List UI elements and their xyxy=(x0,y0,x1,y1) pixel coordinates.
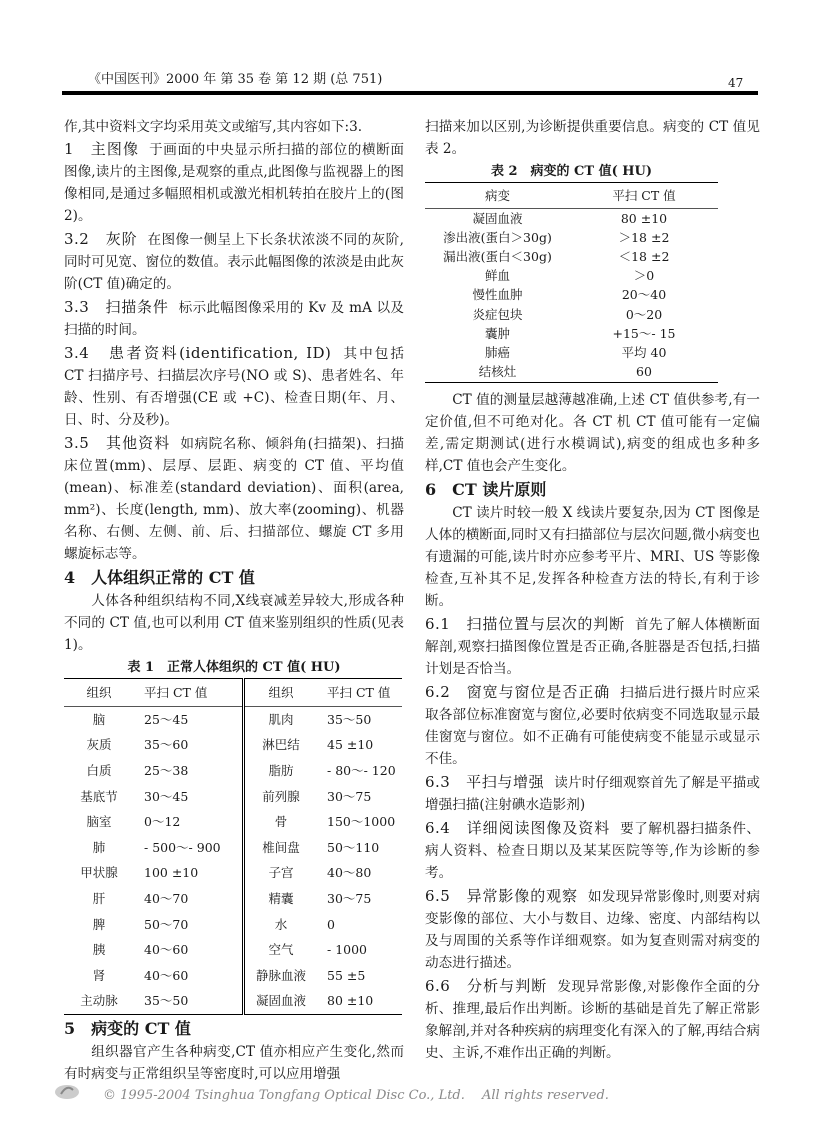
table-row xyxy=(425,247,718,266)
tissue-cell: 基底节 xyxy=(80,788,118,804)
table-row xyxy=(64,758,402,784)
ct-value-cell: - 1000 xyxy=(327,942,368,958)
page-number: 47 xyxy=(728,76,744,90)
col-header: 病变 xyxy=(425,183,570,209)
section-number: 3.3 xyxy=(64,298,90,316)
ct-value-cell: - 80～- 120 xyxy=(327,762,396,778)
paragraph-4: 人体各种组织结构不同,X线衰减差异较大,形成各种不同的 CT 值,也可以利用 CT 值来鉴别组织的性质(见表 1)。 xyxy=(64,593,404,653)
tissue-cell: 骨 xyxy=(244,809,318,835)
section-number: 6.5 xyxy=(425,886,451,905)
section-name: 患者资料(identification, ID) xyxy=(108,344,332,362)
ct-value-cell: 30～45 xyxy=(144,788,189,804)
ct-value-cell: ＞0 xyxy=(633,268,655,284)
tissue-cell: 椎间盘 xyxy=(244,835,318,861)
ct-value-cell: 50～70 xyxy=(144,916,189,932)
section-name: 平扫与增强 xyxy=(466,772,545,791)
table-row xyxy=(64,835,402,861)
ct-value-cell: 50～110 xyxy=(327,839,380,855)
section-3-2 xyxy=(64,228,404,295)
tissue-cell: 脂肪 xyxy=(244,758,318,784)
section-number: 6.6 xyxy=(425,976,451,995)
paragraph-5: 组织器官产生各种病变,CT 值亦相应产生变化,然而有时病变与正常组织呈等密度时,可以应用增强 xyxy=(64,1044,404,1083)
table-row xyxy=(64,989,402,1015)
ct-value-cell: 30～75 xyxy=(327,890,372,906)
right-column xyxy=(425,116,760,1065)
tissue-cell: 灰质 xyxy=(86,737,112,753)
section-body: 如病院名称、倾斜角(扫描架)、扫描床位置(mm)、层厚、层距、病变的 CT 值、平均值(mean)、标准差(standard deviation)、面积(area, mm²)、长度(length, mm)、放大率(zooming)、机器名称、右侧、左侧、前、后、扫描部位、螺旋 CT 多用螺旋标志等。 xyxy=(64,436,404,562)
lesion-cell: 渗出液(蛋白＞30g) xyxy=(443,229,552,245)
paragraph-ct-accuracy: CT 值的测量层越薄越准确,上述 CT 值供参考,有一定价值,但不可绝对化。各 CT 机 CT 值可能有一定偏差,需定期测试(进行水模调试),病变的组成也多种多样,CT 值也会产生变化。 xyxy=(425,391,760,474)
section-title xyxy=(64,140,139,158)
section-number: 1 xyxy=(64,140,75,158)
lesion-cell: 鲜血 xyxy=(484,268,510,284)
ct-value-cell: - 500～- 900 xyxy=(144,839,221,855)
table-row xyxy=(64,809,402,835)
ct-value-cell: 45 ±10 xyxy=(327,737,374,753)
section-number: 6.3 xyxy=(425,772,451,791)
tissue-cell: 脾 xyxy=(92,916,106,932)
ct-value-cell: 60 xyxy=(636,364,652,380)
paragraph-3-1 xyxy=(64,116,404,227)
section-body: 发现异常影像,对影像作全面的分析、推理,最后作出判断。诊断的基础是首先了解正常影象解剖,并对各种疾病的病理变化有深入的了解,再结合病史、主诉,不难作出正确的判断。 xyxy=(425,978,760,1061)
table-row xyxy=(64,733,402,759)
table-row xyxy=(64,707,402,733)
section-name: 扫描位置与层次的判断 xyxy=(466,614,625,633)
ct-value-cell: 35～50 xyxy=(327,711,372,727)
section-6-4 xyxy=(425,817,760,884)
table-row xyxy=(425,343,718,362)
table-row xyxy=(425,324,718,343)
ct-value-cell: 0 xyxy=(327,916,335,932)
section-body: 于画面的中央显示所扫描的部位的横断面图像,读片的主图像,是观察的重点,此图像与监视器上的图像相同,是通过多幅照相机或激光相机转拍在胶片上的(图 2)。 xyxy=(64,142,404,224)
ct-value-cell: 35～60 xyxy=(144,737,189,753)
section-body: 在图像一侧呈上下长条状浓淡不同的灰阶,同时可见宽、窗位的数值。表示此幅图像的浓淡是由此灰阶(CT 值)确定的。 xyxy=(64,232,404,292)
lesion-cell: 肺癌 xyxy=(484,344,510,360)
table-row xyxy=(425,267,718,286)
table-lesion-ct-values xyxy=(425,182,718,383)
section-name: 扫描条件 xyxy=(105,298,169,316)
section-body: 其中包括 CT 扫描序号、扫描层次序号(NO 或 S)、患者姓名、年龄、性别、有否增强(CE 或 +C)、检查日期(年、月、日、时、分及秒)。 xyxy=(64,346,404,428)
section-6-3 xyxy=(425,771,760,816)
tissue-cell: 静脉血液 xyxy=(244,963,318,989)
tissue-cell: 前列腺 xyxy=(244,784,318,810)
col-header: 平扫 CT 值 xyxy=(317,679,402,707)
table-row xyxy=(425,305,718,324)
lesion-cell: 漏出液(蛋白＜30g) xyxy=(443,248,552,264)
table-normal-ct-values xyxy=(64,678,402,1015)
ct-value-cell: 40～80 xyxy=(327,865,372,881)
section-body: 扫描后进行摄片时应采取各部位标准窗宽与窗位,必要时依病变不同选取显示最佳窗宽与窗位。如不正确有可能使病变不能显示或显示不佳。 xyxy=(425,684,760,767)
ct-value-cell: 25～45 xyxy=(144,711,189,727)
section-number: 3.5 xyxy=(64,434,90,452)
ct-value-cell: 25～38 xyxy=(144,762,189,778)
section-name: 窗宽与窗位是否正确 xyxy=(466,682,611,701)
section-name: 异常影像的观察 xyxy=(466,886,578,905)
ct-value-cell: 80 ±10 xyxy=(620,210,668,226)
section-name: 分析与判断 xyxy=(467,976,548,995)
left-column xyxy=(64,116,404,1086)
heading-6: 6 CT 读片原则 xyxy=(425,479,547,499)
table1-caption: 表 1 正常人体组织的 CT 值( HU) xyxy=(127,660,341,675)
heading-4: 4 人体组织正常的 CT 值 xyxy=(64,568,255,587)
section-body: 标示此幅图像采用的 Kv 及 mA 以及扫描的时间。 xyxy=(64,300,404,338)
paragraph-6: CT 读片时较一般 X 线读片要复杂,因为 CT 图像是人体的横断面,同时又有扫描部位与层次问题,微小病变也有遗漏的可能,读片时亦应参考平片、MRI、US 等影像检查,互补其不足,发挥各种检查方法的特长,有利于诊断。 xyxy=(425,504,760,609)
section-3-4 xyxy=(64,342,404,431)
table-row xyxy=(64,886,402,912)
section-6-1 xyxy=(425,613,760,680)
section-number: 6.2 xyxy=(425,682,451,701)
section-body: 如发现异常影像时,则要对病变影像的部位、大小与数目、边缘、密度、内部结构以及与周围的关系等作详细观察。如为复查则需对病变的动态进行描述。 xyxy=(425,888,760,971)
header-rule xyxy=(62,91,758,95)
ct-value-cell: 100 ±10 xyxy=(144,865,199,881)
tissue-cell: 甲状腺 xyxy=(80,865,118,881)
table2-caption: 表 2 病变的 CT 值( HU) xyxy=(490,164,653,179)
lesion-cell: 结核灶 xyxy=(478,364,517,380)
table-row xyxy=(425,228,718,247)
ct-value-cell: 40～60 xyxy=(144,967,189,983)
tissue-cell: 凝固血液 xyxy=(244,989,318,1015)
ct-value-cell: 0～12 xyxy=(144,814,181,830)
ct-value-cell: 55 ±5 xyxy=(327,967,366,983)
tissue-cell: 脑 xyxy=(92,711,106,727)
ct-value-cell: 20～40 xyxy=(621,287,667,303)
table-row xyxy=(64,937,402,963)
tissue-cell: 水 xyxy=(244,912,318,938)
section-body: 要了解机器扫描条件、病人资料、检查日期以及某某医院等等,作为诊断的参考。 xyxy=(425,820,760,881)
col-header: 组织 xyxy=(64,679,134,707)
copyright-footer: © 1995-2004 Tsinghua Tongfang Optical Disc Co., Ltd. All rights reserved. xyxy=(103,1088,609,1103)
intro-text: 作,其中资料文字均采用英文或缩写,其内容如下:3. xyxy=(64,119,363,135)
table-row xyxy=(64,784,402,810)
table-row xyxy=(64,963,402,989)
tissue-cell: 胰 xyxy=(92,942,106,958)
col-header: 平扫 CT 值 xyxy=(570,183,718,209)
lesion-cell: 囊肿 xyxy=(484,325,510,341)
tissue-cell: 脑室 xyxy=(86,814,112,830)
tissue-cell: 空气 xyxy=(244,937,318,963)
section-6-5 xyxy=(425,885,760,974)
tissue-cell: 肝 xyxy=(92,890,106,906)
ct-value-cell: 40～60 xyxy=(144,942,189,958)
journal-header: 《中国医刊》2000 年 第 35 卷 第 12 期 (总 751) xyxy=(88,72,383,87)
col-header: 组织 xyxy=(244,679,318,707)
section-6-6 xyxy=(425,975,760,1064)
lesion-cell: 炎症包块 xyxy=(472,306,523,322)
ct-value-cell: 35～50 xyxy=(144,993,189,1009)
ct-value-cell: 30～75 xyxy=(327,788,372,804)
section-name: 主图像 xyxy=(90,140,140,158)
ct-value-cell: 80 ±10 xyxy=(327,993,374,1009)
tissue-cell: 主动脉 xyxy=(80,993,118,1009)
section-number: 6.1 xyxy=(425,614,451,633)
table-row xyxy=(64,861,402,887)
tissue-cell: 子宫 xyxy=(244,861,318,887)
section-3-3 xyxy=(64,296,404,341)
section-3-5 xyxy=(64,432,404,565)
tissue-cell: 肌肉 xyxy=(244,707,318,733)
ct-value-cell: 40～70 xyxy=(144,890,189,906)
section-name: 灰阶 xyxy=(105,230,138,248)
section-body: 读片时仔细观察首先了解是平描或增强扫描(注射碘水造影剂) xyxy=(425,774,760,813)
table-row xyxy=(425,286,718,305)
section-name: 详细阅读图像及资料 xyxy=(466,818,611,837)
tissue-cell: 肾 xyxy=(92,967,106,983)
paragraph-5-cont: 扫描来加以区别,为诊断提供重要信息。病变的 CT 值见表 2。 xyxy=(425,119,760,157)
col-header: 平扫 CT 值 xyxy=(134,679,244,707)
tissue-cell: 淋巴结 xyxy=(244,733,318,759)
publisher-logo-icon xyxy=(52,1082,82,1102)
table-row xyxy=(425,209,718,229)
section-number: 3.4 xyxy=(64,344,90,362)
section-number: 6.4 xyxy=(425,818,451,837)
tissue-cell: 精囊 xyxy=(244,886,318,912)
ct-value-cell: ＞18 ±2 xyxy=(618,229,670,245)
section-body: 首先了解人体横断面解剖,观察扫描图像位置是否正确,各脏器是否包括,扫描计划是否恰当。 xyxy=(425,616,760,677)
ct-value-cell: 平均 40 xyxy=(621,344,667,360)
section-name: 其他资料 xyxy=(106,434,171,452)
ct-value-cell: ＜18 ±2 xyxy=(618,248,670,264)
tissue-cell: 肺 xyxy=(92,839,106,855)
lesion-cell: 慢性血肿 xyxy=(472,287,523,303)
lesion-cell: 凝固血液 xyxy=(472,210,523,226)
ct-value-cell: 0～20 xyxy=(625,306,663,322)
heading-5: 5 病变的 CT 值 xyxy=(64,1019,191,1039)
table-row xyxy=(64,912,402,938)
tissue-cell: 白质 xyxy=(86,762,112,778)
table-row xyxy=(425,363,718,383)
section-6-2 xyxy=(425,681,760,770)
ct-value-cell: 150～1000 xyxy=(327,814,396,830)
ct-value-cell: +15～- 15 xyxy=(612,325,676,341)
section-number: 3.2 xyxy=(64,230,90,248)
